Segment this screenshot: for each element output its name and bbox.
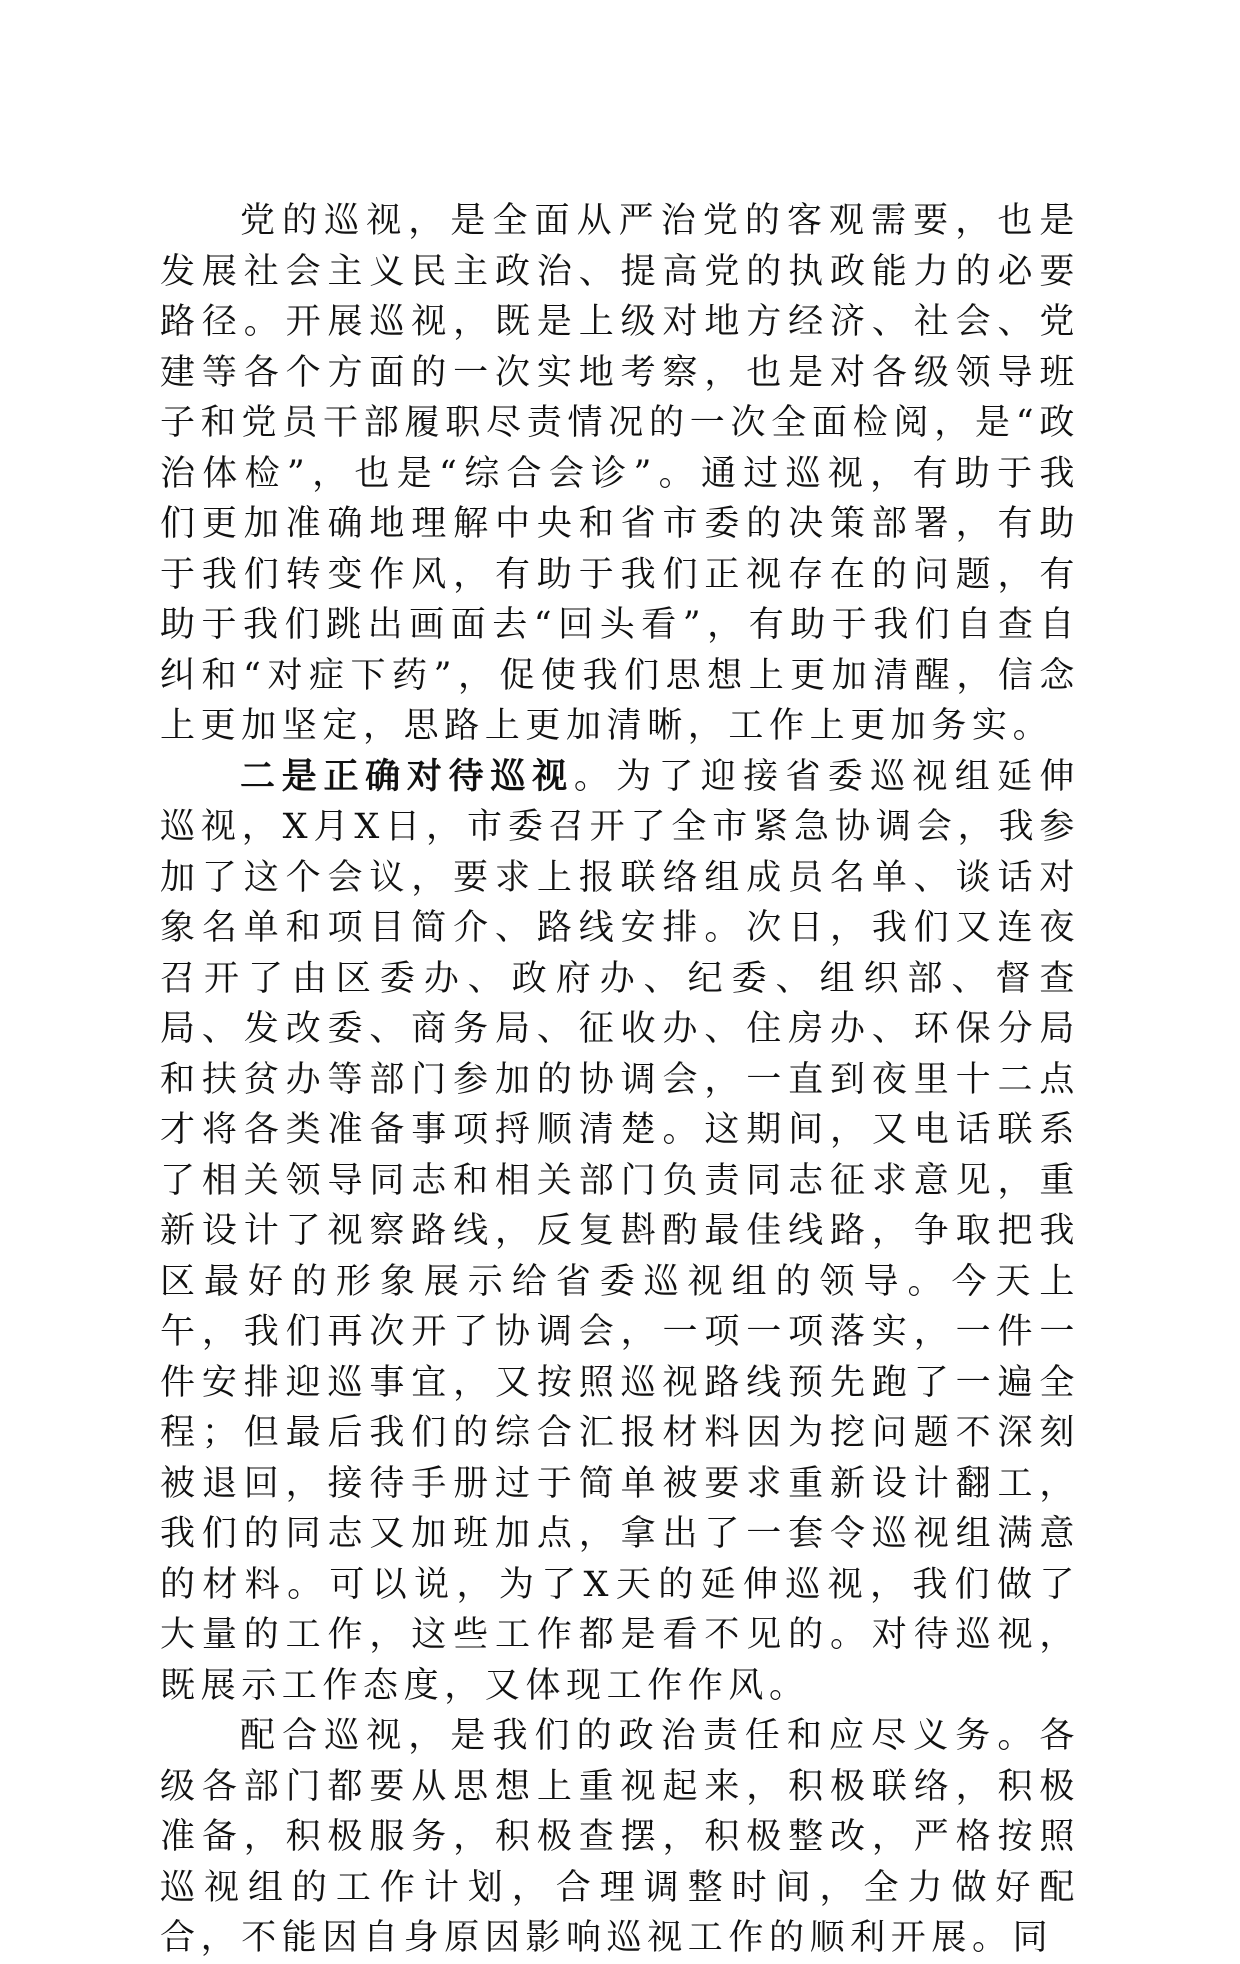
paragraph-inspection-significance: [160, 196, 1080, 752]
paragraph-lead-heading: 二是正确对待巡视: [240, 755, 574, 797]
document-body: [160, 196, 1080, 1964]
paragraph-text: 配合巡视，是我们的政治责任和应尽义务。各级各部门都要从思想上重视起来，积极联络，积极准备，积极服务，积极查摆，积极整改，严格按照巡视组的工作计划，合理调整时间，全力做好配合，不能因自身原因影响巡视工作的顺利开展。同: [160, 1716, 1080, 1958]
paragraph-cooperate-inspection: [160, 1711, 1080, 1964]
paragraph-text: 党的巡视，是全面从严治党的客观需要，也是发展社会主义民主政治、提高党的执政能力的必要路径。开展巡视，既是上级对地方经济、社会、党建等各个方面的一次实地考察，也是对各级领导班子和党员干部履职尽责情况的一次全面检阅，是“政治体检”，也是“综合会诊”。通过巡视，有助于我们更加准确地理解中央和省市委的决策部署，有助于我们转变作风，有助于我们正视存在的问题，有助于我们跳出画面去“回头看”，有助于我们自查自纠和“对症下药”，促使我们思想上更加清醒，信念上更加坚定，思路上更加清晰，工作上更加务实。: [160, 201, 1080, 746]
paragraph-text: 。为了迎接省委巡视组延伸巡视，X月X日，市委召开了全市紧急协调会，我参加了这个会议，要求上报联络组成员名单、谈话对象名单和项目简介、路线安排。次日，我们又连夜召开了由区委办、政府办、纪委、组织部、督查局、发改委、商务局、征收办、住房办、环保分局和扶贫办等部门参加的协调会，一直到夜里十二点才将各类准备事项捋顺清楚。这期间，又电话联系了相关领导同志和相关部门负责同志征求意见，重新设计了视察路线，反复斟酌最佳线路，争取把我区最好的形象展示给省委巡视组的领导。今天上午，我们再次开了协调会，一项一项落实，一件一件安排迎巡事宜，又按照巡视路线预先跑了一遍全程；但最后我们的综合汇报材料因为挖问题不深刻被退回，接待手册过于简单被要求重新设计翻工，我们的同志又加班加点，拿出了一套令巡视组满意的材料。可以说，为了X天的延伸巡视，我们做了大量的工作，这些工作都是看不见的。对待巡视，既展示工作态度，又体现工作作风。: [160, 756, 1080, 1706]
paragraph-treat-inspection-correctly: [160, 752, 1080, 1712]
